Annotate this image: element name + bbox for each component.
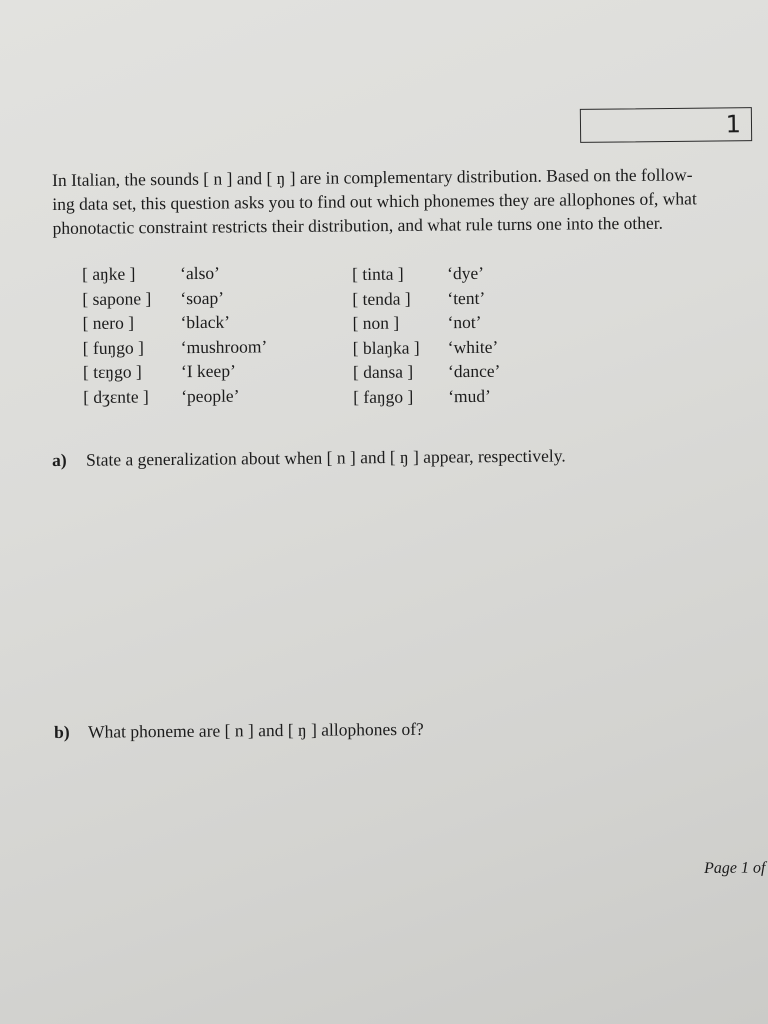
gloss: ‘not’ bbox=[447, 311, 482, 333]
ipa-form: [ tenda ] bbox=[352, 287, 411, 309]
ipa-form: [ non ] bbox=[352, 312, 400, 333]
data-row bbox=[82, 260, 267, 286]
ipa-form: [ faŋgo ] bbox=[353, 385, 414, 407]
data-row bbox=[82, 285, 267, 311]
data-row bbox=[352, 310, 500, 336]
gloss: ‘white’ bbox=[447, 336, 499, 357]
intro-line: phonotactic constraint restricts their distribution, and what rule turns one into the other. bbox=[52, 212, 664, 238]
ipa-form: [ aŋke ] bbox=[82, 263, 136, 284]
data-row bbox=[83, 358, 268, 384]
data-row bbox=[82, 309, 267, 335]
data-set-right-column bbox=[352, 261, 501, 409]
data-row bbox=[83, 334, 268, 360]
data-row bbox=[83, 383, 268, 409]
question-a-text: State a generalization about when [ n ] and [ ŋ ] appear, respectively. bbox=[85, 445, 566, 470]
question-number: 1 bbox=[725, 110, 742, 139]
ipa-form: [ nero ] bbox=[82, 312, 135, 333]
gloss: ‘dye’ bbox=[447, 262, 485, 284]
gloss: ‘I keep’ bbox=[180, 360, 236, 382]
question-a bbox=[52, 446, 566, 471]
ipa-form: [ sapone ] bbox=[82, 287, 152, 309]
data-set-left-column bbox=[82, 260, 268, 409]
ipa-form: [ fuŋgo ] bbox=[82, 336, 144, 358]
gloss: ‘black’ bbox=[180, 311, 231, 333]
ipa-form: [ blaŋka ] bbox=[352, 336, 420, 358]
question-b bbox=[54, 719, 424, 743]
gloss: ‘dance’ bbox=[447, 360, 501, 382]
ipa-form: [ dansa ] bbox=[352, 361, 414, 382]
data-row bbox=[353, 383, 501, 409]
ipa-form: [ tinta ] bbox=[352, 263, 404, 284]
data-row bbox=[352, 261, 500, 287]
gloss: ‘soap’ bbox=[180, 287, 225, 308]
intro-line: In Italian, the sounds [ n ] and [ ŋ ] are in complementary distribution. Based on the follow- bbox=[52, 164, 693, 190]
gloss: ‘mud’ bbox=[448, 385, 492, 406]
intro-line: ing data set, this question asks you to find out which phonemes they are allophones of, what bbox=[52, 188, 697, 214]
gloss: ‘tent’ bbox=[447, 287, 486, 308]
gloss: ‘people’ bbox=[181, 385, 240, 406]
question-b-label: b) bbox=[54, 721, 70, 742]
page-number-footer: Page 1 of bbox=[704, 859, 766, 877]
gloss: ‘mushroom’ bbox=[180, 335, 268, 357]
gloss: ‘also’ bbox=[180, 262, 221, 284]
ipa-form: [ tɛŋgo ] bbox=[82, 361, 142, 382]
data-row bbox=[352, 285, 500, 311]
data-row bbox=[353, 334, 501, 360]
question-b-text: What phoneme are [ n ] and [ ŋ ] allophones of? bbox=[87, 718, 424, 742]
intro-paragraph bbox=[52, 162, 763, 240]
question-a-label: a) bbox=[52, 449, 67, 470]
ipa-form: [ dʒɛnte ] bbox=[83, 385, 149, 407]
question-number-box bbox=[580, 107, 752, 143]
data-row bbox=[353, 359, 501, 385]
